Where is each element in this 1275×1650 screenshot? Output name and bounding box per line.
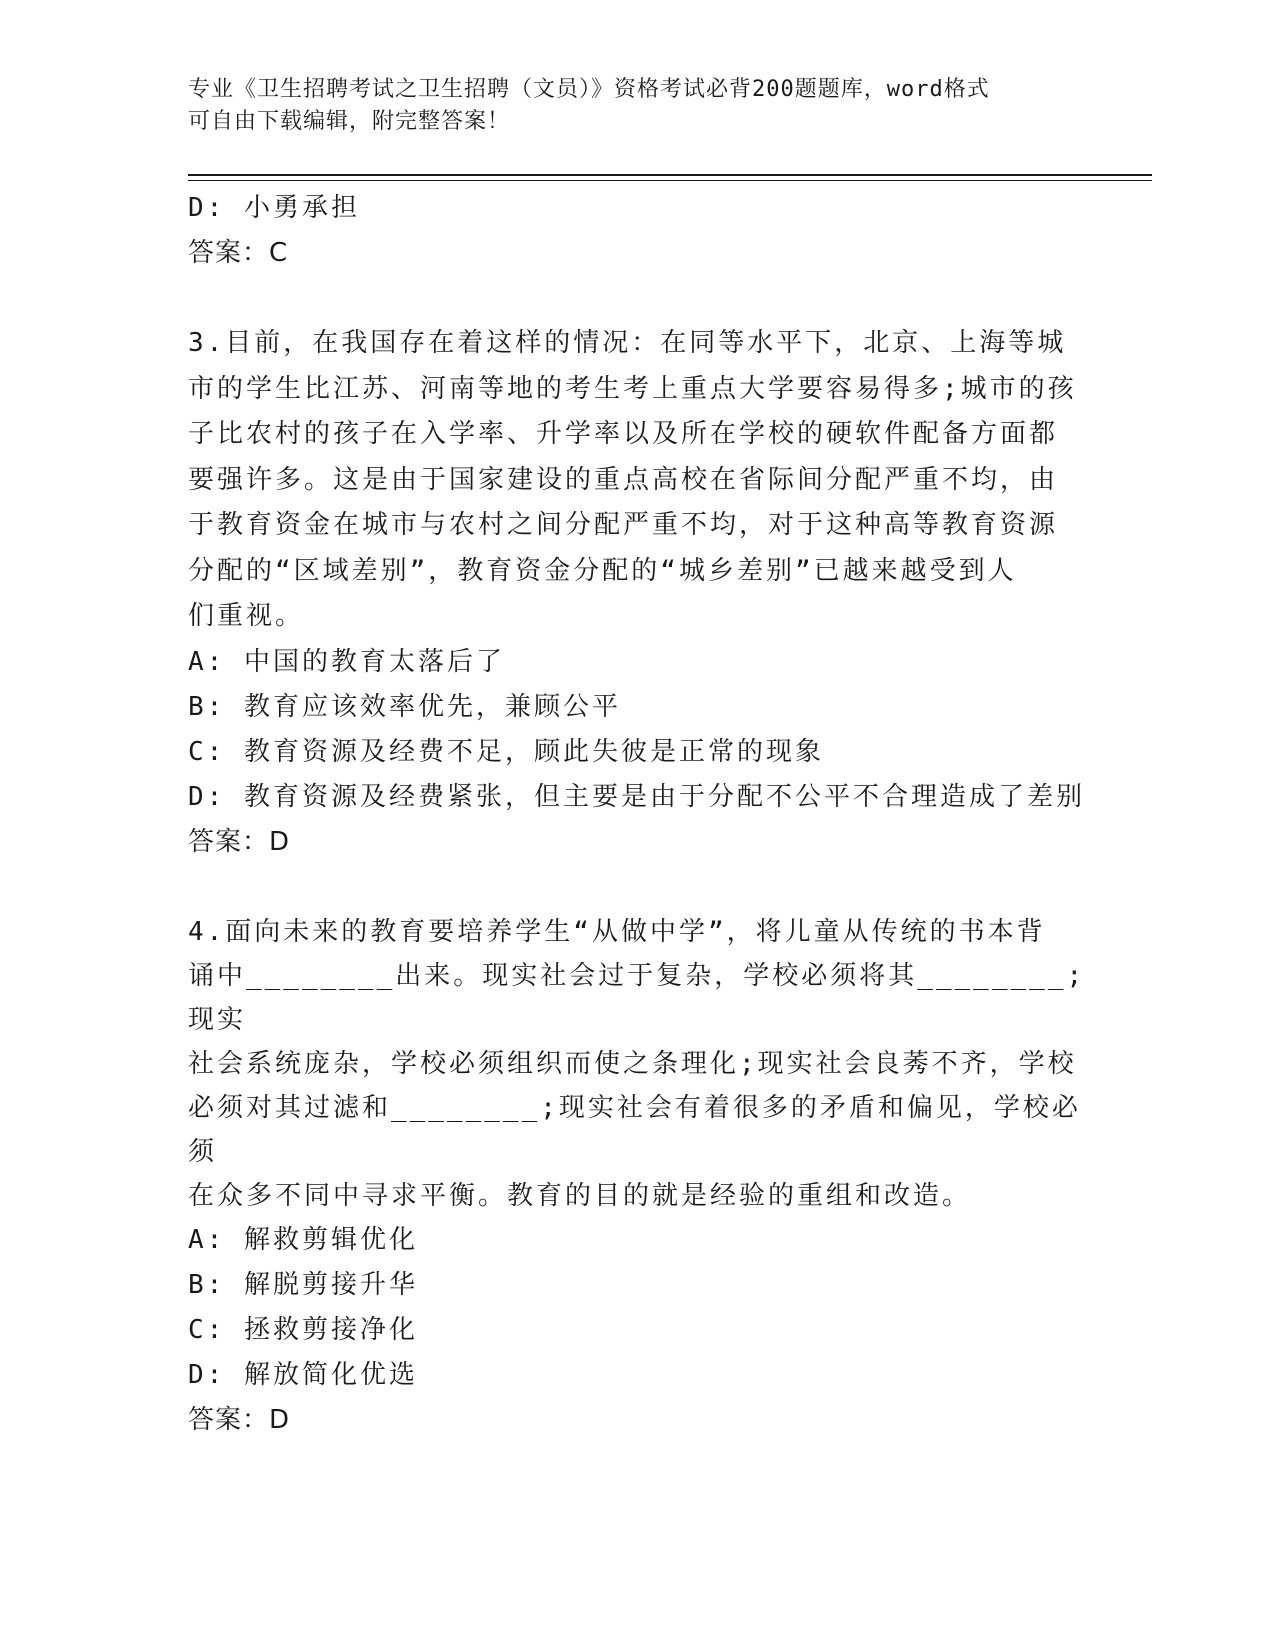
q3-stem-line: 分配的“区域差别”，教育资金分配的“城乡差别”已越来越受到人 (188, 555, 1017, 586)
q4-option-b: B: 解脱剪接升华 (188, 1269, 418, 1300)
q3-answer: 答案：D (188, 826, 291, 857)
q2-answer: 答案：C (188, 238, 289, 268)
q4-stem-line: 在众多不同中寻求平衡。教育的目的就是经验的重组和改造。 (188, 1180, 972, 1211)
q3-stem-line: 3.目前，在我国存在着这样的情况：在同等水平下，北京、上海等城 (188, 328, 1067, 358)
q4-stem-line: 4.面向未来的教育要培养学生“从做中学”，将儿童从传统的书本背 (188, 916, 1046, 947)
q4-stem-line: 社会系统庞杂，学校必须组织而使之条理化;现实社会良莠不齐，学校 (188, 1048, 1077, 1079)
q4-option-d: D: 解放简化优选 (188, 1359, 418, 1390)
q4-stem-line: 必须对其过滤和________;现实社会有着很多的矛盾和偏见，学校必须 (188, 1092, 1081, 1167)
q3-stem-line: 于教育资金在城市与农村之间分配严重不均，对于这种高等教育资源 (188, 510, 1059, 540)
document-body (188, 186, 1088, 1443)
q4-option-a: A: 解救剪辑优化 (188, 1224, 418, 1255)
q3-stem-line: 市的学生比江苏、河南等地的考生考上重点大学要容易得多;城市的孩 (188, 373, 1077, 404)
q4-option-c: C: 拯救剪接净化 (188, 1314, 418, 1345)
q2-option-d: D: 小勇承担 (188, 193, 360, 223)
q4-answer: 答案：D (188, 1404, 291, 1435)
document-header (188, 74, 1088, 138)
question-3 (188, 321, 1088, 865)
header-divider-thin (188, 180, 1152, 181)
q4-stem-line: 诵中________出来。现实社会过于复杂，学校必须将其________;现实 (188, 960, 1086, 1035)
spacer (188, 865, 1088, 910)
header-title-line-2: 可自由下载编辑，附完整答案！ (188, 109, 511, 134)
header-divider-thick (188, 174, 1152, 176)
q3-option-b: B: 教育应该效率优先，兼顾公平 (188, 691, 621, 722)
header-title-line-1: 专业《卫生招聘考试之卫生招聘（文员）》资格考试必背200题题库，word格式 (188, 77, 990, 102)
q3-option-c: C: 教育资源及经费不足，顾此失彼是正常的现象 (188, 736, 824, 767)
spacer (188, 276, 1088, 321)
q3-stem-line: 子比农村的孩子在入学率、升学率以及所在学校的硬软件配备方面都 (188, 419, 1059, 449)
q3-stem-line: 们重视。 (188, 601, 305, 631)
q3-stem-line: 要强许多。这是由于国家建设的重点高校在省际间分配严重不均，由 (188, 464, 1059, 495)
q3-option-a: A: 中国的教育太落后了 (188, 646, 505, 677)
q3-option-d: D: 教育资源及经费紧张，但主要是由于分配不公平不合理造成了差别 (188, 781, 1085, 812)
question-4 (188, 910, 1088, 1443)
